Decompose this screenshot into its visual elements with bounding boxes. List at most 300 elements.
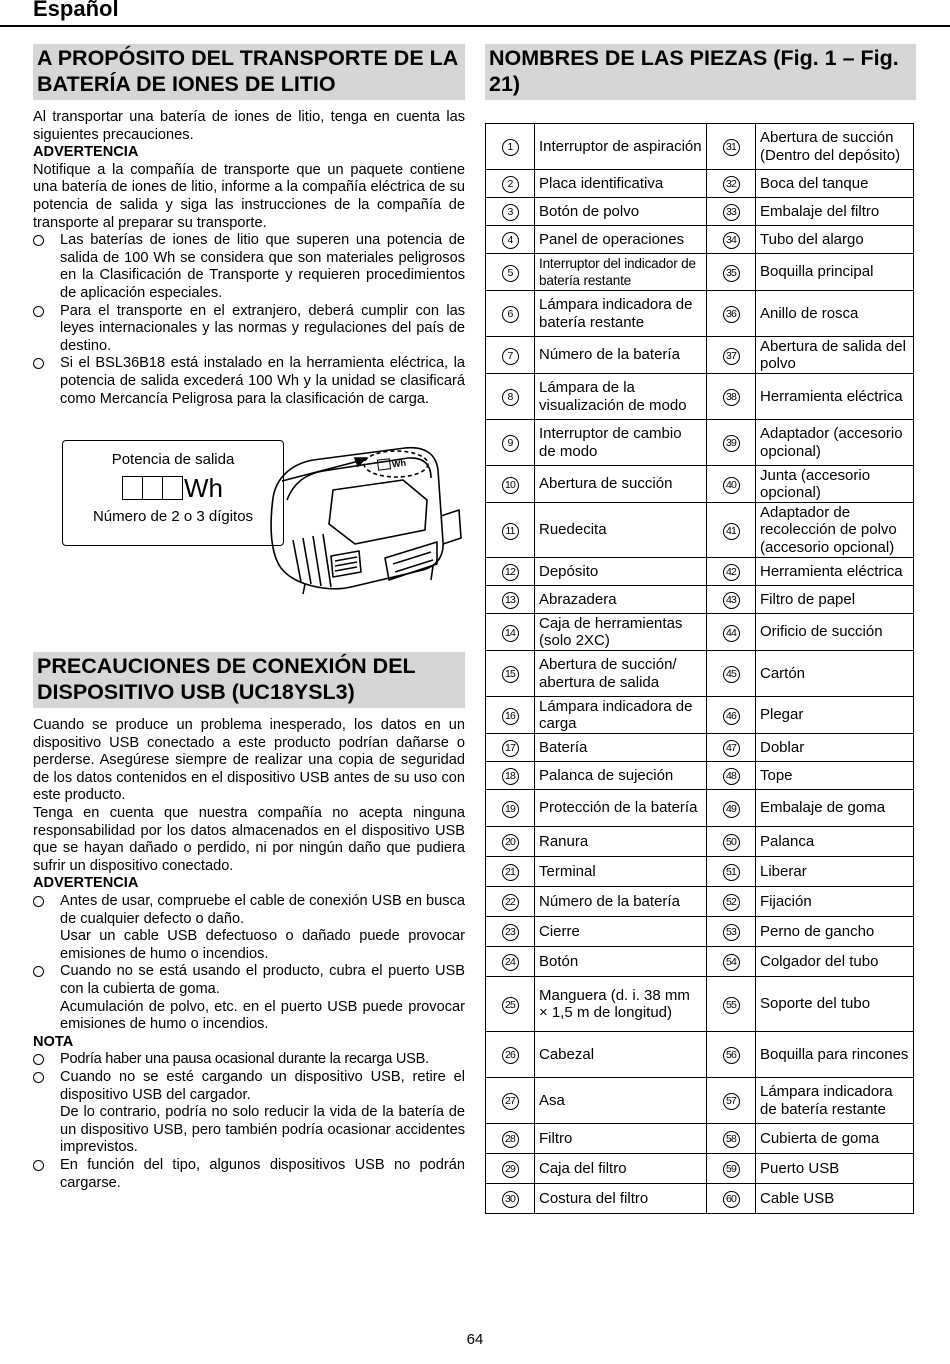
- part-number-circle: 57: [723, 1093, 740, 1110]
- part-number-circle: 34: [723, 232, 740, 249]
- part-number-circle: 45: [723, 666, 740, 683]
- part-name-cell: [756, 651, 914, 697]
- parts-row: [486, 337, 914, 374]
- part-number-circle: 33: [723, 204, 740, 221]
- wh-entry: [63, 472, 283, 504]
- parts-row: [486, 503, 914, 558]
- part-name-cell: [535, 1032, 707, 1078]
- part-number-cell: [486, 887, 535, 917]
- part-name-cell: [756, 697, 914, 734]
- part-number-circle: 1: [502, 139, 519, 156]
- part-number-circle: 48: [723, 768, 740, 785]
- part-number-circle: 22: [502, 894, 519, 911]
- part-name: Cabezal: [539, 1045, 595, 1063]
- parts-row: [486, 420, 914, 466]
- part-name-cell: [756, 1154, 914, 1184]
- left-column: [33, 44, 465, 1192]
- part-number-circle: 5: [502, 265, 519, 282]
- part-name: Interruptor de cambio de modo: [539, 425, 682, 460]
- part-number-cell: [707, 198, 756, 226]
- language-label: Español: [33, 0, 119, 21]
- part-name: Lámpara indicadora de batería restante: [539, 296, 693, 331]
- part-number-cell: [486, 734, 535, 762]
- part-number-cell: [707, 420, 756, 466]
- part-number-circle: 47: [723, 740, 740, 757]
- usb-para-2: Tenga en cuenta que nuestra compañía no acepta ninguna responsabilidad por los datos almacenados en el dispositivo USB que se hayan dañado o perdido, ni por ningún daño que pudiera sufrir un dispositivo conectado.: [33, 805, 465, 874]
- digit-box: [122, 476, 143, 500]
- part-name-cell: [535, 614, 707, 651]
- part-number-cell: [486, 374, 535, 420]
- usb-warning-bullet: Cuando no se está usando el producto, cubra el puerto USB con la cubierta de goma. Acumulación de polvo, etc. en el puerto USB puede provocar emisiones de humo o incendios.: [33, 963, 465, 1033]
- part-number-cell: [486, 291, 535, 337]
- part-number-circle: 35: [723, 265, 740, 282]
- part-name: Puerto USB: [760, 1159, 840, 1177]
- part-name: Abertura de succión: [539, 475, 673, 493]
- part-number-cell: [707, 466, 756, 503]
- part-number-cell: [707, 291, 756, 337]
- part-name: Palanca de sujeción: [539, 766, 674, 784]
- part-name: Lámpara indicadora de carga: [539, 697, 693, 732]
- part-number-circle: 9: [502, 435, 519, 452]
- parts-row: [486, 857, 914, 887]
- part-name-cell: [756, 337, 914, 374]
- part-name-cell: [756, 374, 914, 420]
- part-name-cell: [756, 466, 914, 503]
- part-name: Terminal: [539, 862, 596, 880]
- parts-row: [486, 1184, 914, 1214]
- parts-row: [486, 170, 914, 198]
- part-number-circle: 11: [502, 523, 519, 540]
- part-number-cell: [707, 1032, 756, 1078]
- bullet-circle-icon: [33, 1072, 44, 1083]
- battery-top-panel: [329, 480, 427, 544]
- part-number-cell: [707, 790, 756, 827]
- part-name: Boquilla para rincones: [760, 1045, 909, 1063]
- part-number-circle: 13: [502, 592, 519, 609]
- part-name-cell: [756, 254, 914, 291]
- part-name-cell: [756, 790, 914, 827]
- part-name-cell: [756, 1124, 914, 1154]
- part-number-circle: 10: [502, 477, 519, 494]
- part-name-cell: [756, 170, 914, 198]
- part-name-cell: [535, 170, 707, 198]
- usb-warning-label: ADVERTENCIA: [33, 875, 139, 892]
- part-number-circle: 46: [723, 708, 740, 725]
- part-name-cell: [756, 762, 914, 790]
- parts-row: [486, 374, 914, 420]
- part-name: Anillo de rosca: [760, 304, 859, 322]
- part-number-circle: 25: [502, 997, 519, 1014]
- part-name-cell: [535, 420, 707, 466]
- part-number-circle: 4: [502, 232, 519, 249]
- usb-warning-bullet: Antes de usar, compruebe el cable de conexión USB en busca de cualquier defecto o daño. Usar un cable USB defectuoso o dañado puede provocar emisiones de humo o incendios.: [33, 893, 465, 963]
- part-number-circle: 24: [502, 954, 519, 971]
- bullet-circle-icon: [33, 235, 44, 246]
- part-number-circle: 37: [723, 348, 740, 365]
- transport-warning-text: Notifique a la compañía de transporte que un paquete contiene una batería de iones de litio, informe a la compañía eléctrica de su potencia de salida y siga las instrucciones de la compañía de transporte al preparar su transporte.: [33, 161, 465, 231]
- part-number-circle: 12: [502, 564, 519, 581]
- part-number-cell: [707, 917, 756, 947]
- part-number-circle: 14: [502, 625, 519, 642]
- part-number-circle: 3: [502, 204, 519, 221]
- wh-unit: Wh: [184, 472, 223, 503]
- part-number-circle: 29: [502, 1161, 519, 1178]
- part-name: Abertura de succión (Dentro del depósito): [760, 129, 901, 164]
- part-name-cell: [535, 887, 707, 917]
- part-name: Ruedecita: [539, 521, 607, 539]
- part-number-circle: 53: [723, 924, 740, 941]
- battery-base: [303, 566, 433, 594]
- part-number-circle: 17: [502, 740, 519, 757]
- transport-bullet: Las baterías de iones de litio que superen una potencia de salida de 100 Wh se considera que son materiales peligrosos en la Clasificación de Transporte y requieren procedimientos de aplicación especiales.: [33, 232, 465, 302]
- part-name: Protección de la batería: [539, 799, 698, 817]
- part-name: Tope: [760, 766, 793, 784]
- usb-para-1: Cuando se produce un problema inesperado, los datos en un dispositivo USB conectado a este producto podrían dañarse o perderse. Asegúrese siempre de realizar una copia de seguridad de los datos contenidos en el dispositivo USB antes de su uso con este producto.: [33, 717, 465, 804]
- part-number-cell: [707, 977, 756, 1032]
- usb-note-bullet: Cuando no se esté cargando un dispositivo USB, retire el dispositivo USB del cargador. De lo contrario, podría no solo reducir la vida de la batería de un dispositivo USB, pero también podría ocasionar accidentes imprevistos.: [33, 1069, 465, 1157]
- digit-boxes: [123, 476, 183, 500]
- part-name: Fijación: [760, 892, 812, 910]
- transport-intro: Al transportar una batería de iones de litio, tenga en cuenta las siguientes precauciones.: [33, 109, 465, 143]
- part-number-cell: [707, 374, 756, 420]
- part-name: Abertura de succión/ abertura de salida: [539, 656, 677, 691]
- part-number-circle: 49: [723, 801, 740, 818]
- part-number-cell: [707, 503, 756, 558]
- part-name: Botón: [539, 952, 579, 970]
- part-number-circle: 41: [723, 523, 740, 540]
- part-name: Adaptador (accesorio opcional): [760, 425, 903, 460]
- part-name-cell: [756, 420, 914, 466]
- part-number-cell: [707, 697, 756, 734]
- part-name-cell: [535, 651, 707, 697]
- part-number-cell: [707, 857, 756, 887]
- leader-line: [282, 461, 359, 481]
- part-name: Botón de polvo: [539, 202, 640, 220]
- part-number-circle: 42: [723, 564, 740, 581]
- part-name-cell: [535, 503, 707, 558]
- part-number-cell: [486, 503, 535, 558]
- part-number-circle: 55: [723, 997, 740, 1014]
- battery-figure: [33, 434, 465, 610]
- part-name: Doblar: [760, 738, 805, 756]
- part-name: Plegar: [760, 706, 804, 724]
- right-column: [485, 44, 916, 1214]
- part-number-circle: 43: [723, 592, 740, 609]
- part-name-cell: [535, 734, 707, 762]
- page-number: 64: [466, 1331, 484, 1348]
- part-number-cell: [707, 337, 756, 374]
- parts-row: [486, 917, 914, 947]
- part-name-cell: [535, 337, 707, 374]
- parts-row: [486, 1078, 914, 1124]
- parts-row: [486, 558, 914, 586]
- part-name: Palanca: [760, 832, 815, 850]
- usb-note-bullet: En función del tipo, algunos dispositivos USB no podrán cargarse.: [33, 1157, 465, 1192]
- part-name-cell: [535, 827, 707, 857]
- part-name: Placa identificativa: [539, 174, 664, 192]
- usb-note-bullet: Podría haber una pausa ocasional durante la recarga USB.: [33, 1051, 465, 1069]
- part-name: Caja de herramientas (solo 2XC): [539, 614, 683, 649]
- parts-row: [486, 977, 914, 1032]
- part-name-cell: [535, 198, 707, 226]
- part-number-cell: [707, 827, 756, 857]
- part-number-cell: [486, 1032, 535, 1078]
- battery-vent: [293, 534, 331, 587]
- part-number-circle: 59: [723, 1161, 740, 1178]
- part-number-circle: 31: [723, 139, 740, 156]
- part-number-circle: 15: [502, 666, 519, 683]
- part-number-circle: 50: [723, 834, 740, 851]
- part-name-cell: [756, 503, 914, 558]
- part-number-cell: [707, 1078, 756, 1124]
- part-name: Lámpara de la visualización de modo: [539, 379, 687, 414]
- part-name: Orificio de succión: [760, 623, 883, 641]
- part-number-cell: [486, 124, 535, 170]
- part-name: Costura del filtro: [539, 1189, 649, 1207]
- part-number-cell: [486, 558, 535, 586]
- parts-table: [485, 123, 914, 1214]
- digit-count-label: Número de 2 o 3 dígitos: [92, 508, 254, 526]
- part-number-circle: 38: [723, 389, 740, 406]
- transport-bullet: Si el BSL36B18 está instalado en la herramienta eléctrica, la potencia de salida excederá 100 Wh y la unidad se clasificará como Mercancía Peligrosa para la clasificación de carga.: [33, 355, 465, 408]
- part-name-cell: [535, 1154, 707, 1184]
- part-name: Embalaje del filtro: [760, 202, 880, 220]
- wh-marking-text: Wh: [391, 457, 407, 470]
- bullet-circle-icon: [33, 1054, 44, 1065]
- part-number-cell: [486, 466, 535, 503]
- parts-row: [486, 124, 914, 170]
- parts-row: [486, 614, 914, 651]
- part-name: Perno de gancho: [760, 922, 875, 940]
- part-number-circle: 8: [502, 389, 519, 406]
- part-number-circle: 28: [502, 1131, 519, 1148]
- part-name: Herramienta eléctrica: [760, 387, 903, 405]
- part-number-circle: 26: [502, 1047, 519, 1064]
- part-name-cell: [756, 586, 914, 614]
- part-name-cell: [535, 558, 707, 586]
- part-name-cell: [756, 1032, 914, 1078]
- part-number-cell: [486, 917, 535, 947]
- part-name: Número de la batería: [539, 346, 680, 364]
- part-number-cell: [707, 947, 756, 977]
- bullet-circle-icon: [33, 1160, 44, 1171]
- part-name-cell: [535, 1124, 707, 1154]
- part-name-cell: [535, 586, 707, 614]
- bullet-circle-icon: [33, 896, 44, 907]
- part-number-cell: [707, 651, 756, 697]
- part-name-cell: [756, 198, 914, 226]
- part-name-cell: [756, 291, 914, 337]
- part-name-cell: [756, 947, 914, 977]
- part-number-circle: 39: [723, 435, 740, 452]
- parts-row: [486, 1154, 914, 1184]
- parts-row: [486, 466, 914, 503]
- part-name: Filtro de papel: [760, 590, 856, 608]
- part-name: Colgador del tubo: [760, 952, 879, 970]
- part-number-cell: [486, 226, 535, 254]
- transport-warning-label: ADVERTENCIA: [33, 144, 139, 161]
- part-name: Abrazadera: [539, 590, 617, 608]
- part-number-circle: 60: [723, 1191, 740, 1208]
- part-number-circle: 18: [502, 768, 519, 785]
- part-name: Depósito: [539, 562, 599, 580]
- part-name-cell: [535, 291, 707, 337]
- part-number-cell: [486, 170, 535, 198]
- header-rule: [0, 25, 950, 27]
- part-number-cell: [486, 1078, 535, 1124]
- part-number-circle: 58: [723, 1131, 740, 1148]
- parts-row: [486, 198, 914, 226]
- digit-box: [142, 476, 163, 500]
- part-name: Cartón: [760, 664, 806, 682]
- part-number-circle: 54: [723, 954, 740, 971]
- part-name: Asa: [539, 1091, 565, 1109]
- part-name-cell: [756, 558, 914, 586]
- transport-bullet: Para el transporte en el extranjero, deberá cumplir con las leyes internacionales y las normas y regulaciones del país de destino.: [33, 303, 465, 356]
- part-number-circle: 56: [723, 1047, 740, 1064]
- part-name: Adaptador de recolección de polvo (accesorio opcional): [760, 503, 897, 556]
- part-name-cell: [535, 697, 707, 734]
- part-number-circle: 21: [502, 864, 519, 881]
- part-name: Lámpara indicadora de batería restante: [760, 1083, 893, 1118]
- part-name-cell: [756, 857, 914, 887]
- part-name-cell: [535, 254, 707, 291]
- part-name: Junta (accesorio opcional): [760, 466, 871, 501]
- part-name-cell: [535, 947, 707, 977]
- part-name: Boca del tanque: [760, 174, 869, 192]
- part-name: Ranura: [539, 832, 589, 850]
- transport-heading: A PROPÓSITO DEL TRANSPORTE DE LA BATERÍA DE IONES DE LITIO: [33, 44, 465, 100]
- parts-row: [486, 887, 914, 917]
- part-number-cell: [707, 1154, 756, 1184]
- part-number-cell: [707, 762, 756, 790]
- part-number-cell: [486, 254, 535, 291]
- part-number-cell: [486, 614, 535, 651]
- part-name-cell: [535, 762, 707, 790]
- part-name-cell: [535, 374, 707, 420]
- part-name-cell: [535, 917, 707, 947]
- part-number-cell: [707, 124, 756, 170]
- parts-row: [486, 697, 914, 734]
- part-name-cell: [756, 1184, 914, 1214]
- part-name-cell: [756, 734, 914, 762]
- part-number-cell: [707, 170, 756, 198]
- usb-heading: PRECAUCIONES DE CONEXIÓN DEL DISPOSITIVO USB (UC18YSL3): [33, 652, 465, 708]
- output-power-label: Potencia de salida: [111, 451, 235, 469]
- parts-row: [486, 291, 914, 337]
- parts-row: [486, 1032, 914, 1078]
- part-number-circle: 52: [723, 894, 740, 911]
- part-name-cell: [756, 887, 914, 917]
- part-number-cell: [707, 1184, 756, 1214]
- part-number-cell: [707, 586, 756, 614]
- parts-row: [486, 254, 914, 291]
- part-number-cell: [707, 226, 756, 254]
- part-name-cell: [535, 790, 707, 827]
- part-number-circle: 30: [502, 1191, 519, 1208]
- bullet-circle-icon: [33, 306, 44, 317]
- part-number-cell: [486, 697, 535, 734]
- part-number-cell: [486, 1184, 535, 1214]
- part-number-circle: 23: [502, 924, 519, 941]
- part-number-circle: 7: [502, 348, 519, 365]
- part-name: Cierre: [539, 922, 580, 940]
- battery-grille: [331, 551, 361, 577]
- part-name: Filtro: [539, 1129, 573, 1147]
- part-number-circle: 32: [723, 176, 740, 193]
- parts-heading: NOMBRES DE LAS PIEZAS (Fig. 1 – Fig. 21): [485, 44, 916, 100]
- part-name: Abertura de salida del polvo: [760, 337, 906, 372]
- part-name: Liberar: [760, 862, 807, 880]
- part-number-circle: 6: [502, 306, 519, 323]
- parts-row: [486, 790, 914, 827]
- part-name: Interruptor del indicador de batería restante: [539, 255, 696, 288]
- part-number-cell: [486, 790, 535, 827]
- part-number-cell: [486, 947, 535, 977]
- part-name: Boquilla principal: [760, 263, 874, 281]
- parts-row: [486, 651, 914, 697]
- part-name: Manguera (d. i. 38 mm × 1,5 m de longitud): [539, 986, 690, 1021]
- parts-row: [486, 947, 914, 977]
- part-name: Herramienta eléctrica: [760, 562, 903, 580]
- part-name-cell: [535, 124, 707, 170]
- part-name-cell: [535, 1184, 707, 1214]
- parts-row: [486, 734, 914, 762]
- part-name-cell: [756, 614, 914, 651]
- battery-latch: [441, 510, 461, 544]
- part-number-cell: [486, 198, 535, 226]
- part-name-cell: [535, 977, 707, 1032]
- part-number-cell: [486, 1154, 535, 1184]
- part-name: Cubierta de goma: [760, 1129, 880, 1147]
- output-power-label-box: [62, 440, 284, 546]
- part-name-cell: [756, 827, 914, 857]
- part-name: Tubo del alargo: [760, 230, 864, 248]
- part-name: Número de la batería: [539, 892, 680, 910]
- part-number-cell: [486, 857, 535, 887]
- part-number-circle: 2: [502, 176, 519, 193]
- part-name: Cable USB: [760, 1189, 835, 1207]
- parts-row: [486, 1124, 914, 1154]
- bullet-circle-icon: [33, 966, 44, 977]
- part-number-cell: [707, 734, 756, 762]
- part-number-cell: [486, 420, 535, 466]
- parts-row: [486, 827, 914, 857]
- part-number-circle: 16: [502, 708, 519, 725]
- part-name: Soporte del tubo: [760, 995, 871, 1013]
- part-number-cell: [707, 1124, 756, 1154]
- part-number-circle: 20: [502, 834, 519, 851]
- part-number-circle: 51: [723, 864, 740, 881]
- part-name-cell: [756, 124, 914, 170]
- part-number-cell: [486, 977, 535, 1032]
- part-number-cell: [486, 651, 535, 697]
- part-number-circle: 40: [723, 477, 740, 494]
- part-name: Interruptor de aspiración: [539, 137, 702, 155]
- part-number-cell: [486, 1124, 535, 1154]
- part-number-cell: [486, 337, 535, 374]
- part-number-cell: [707, 614, 756, 651]
- part-name-cell: [756, 1078, 914, 1124]
- part-name-cell: [535, 857, 707, 887]
- part-name-cell: [535, 466, 707, 503]
- usb-note-label: NOTA: [33, 1033, 74, 1050]
- digit-box: [162, 476, 183, 500]
- parts-row: [486, 586, 914, 614]
- wh-marking: [377, 457, 406, 471]
- part-number-cell: [486, 762, 535, 790]
- part-number-cell: [707, 254, 756, 291]
